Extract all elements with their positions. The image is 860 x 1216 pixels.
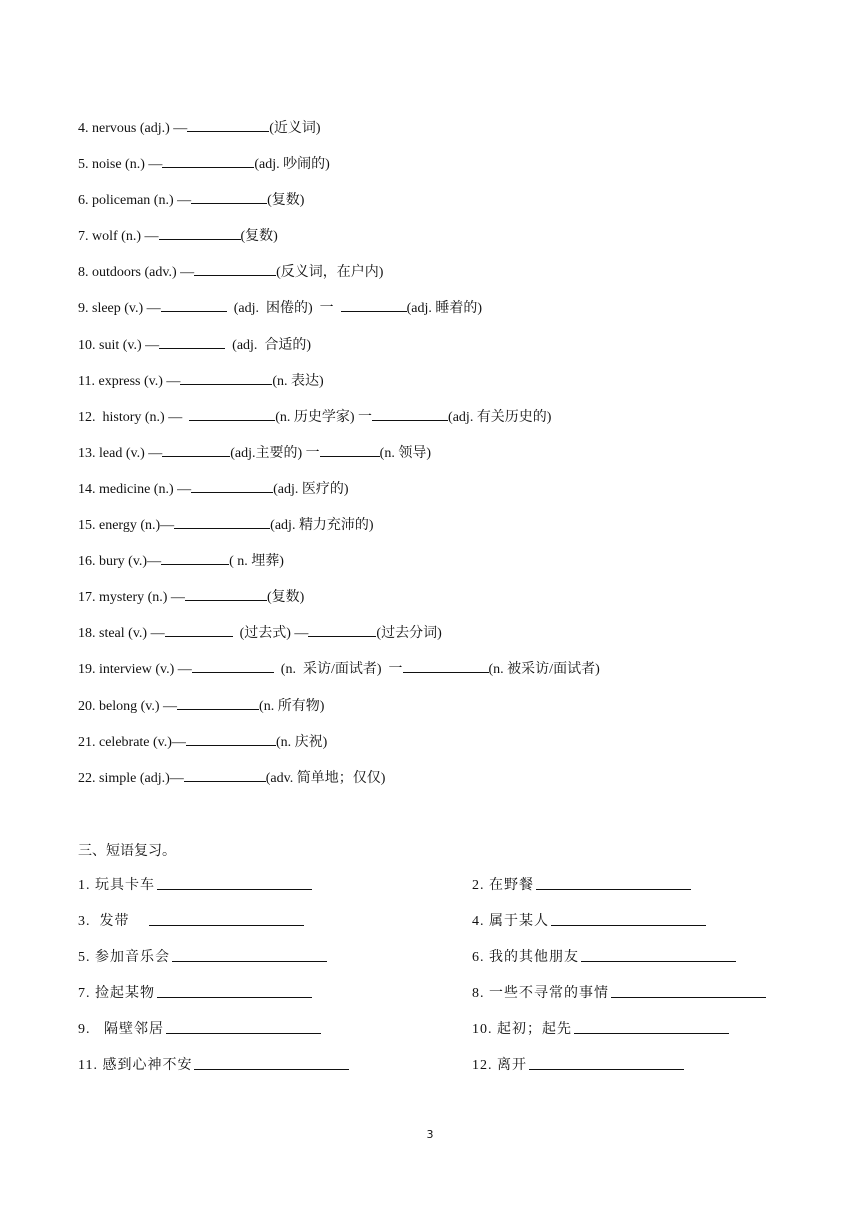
- answer-blank[interactable]: [185, 587, 267, 601]
- vocab-prompt: 4. nervous (adj.) —: [78, 121, 188, 136]
- phrase-prompt: 6. 我的其他朋友: [472, 950, 579, 965]
- phrase-prompt: 5. 参加音乐会: [78, 950, 170, 965]
- answer-blank[interactable]: [159, 335, 225, 349]
- answer-blank[interactable]: [581, 948, 736, 962]
- vocab-item-17: [78, 587, 798, 623]
- vocab-prompt: 10. suit (v.) —: [78, 337, 160, 353]
- vocab-item-5: [78, 154, 798, 190]
- phrase-prompt: 11. 感到心神不安: [78, 1058, 193, 1073]
- vocab-prompt: 19. interview (v.) —: [78, 662, 192, 678]
- vocab-prompt: 6. policeman (n.) —: [78, 193, 192, 209]
- vocab-prompt: 17. mystery (n.) —: [78, 590, 185, 606]
- answer-blank[interactable]: [536, 876, 691, 890]
- phrase-prompt: 9. 隔壁邻居: [78, 1022, 164, 1037]
- vocab-hint: (n. 庆祝): [275, 734, 328, 750]
- answer-blank[interactable]: [161, 551, 229, 565]
- answer-blank[interactable]: [157, 984, 312, 998]
- vocab-hint: (n. 表达): [272, 373, 324, 389]
- vocab-hint: (近义词): [269, 121, 321, 136]
- vocab-hint: (adj. 有关历史的): [448, 409, 552, 425]
- vocab-prompt: 15. energy (n.)—: [78, 518, 175, 534]
- vocab-item-15: [78, 515, 798, 551]
- vocab-hint: (adj. 睡着的): [406, 301, 483, 317]
- phrase-item: [78, 982, 312, 1002]
- vocab-prompt: 5. noise (n.) —: [78, 157, 163, 173]
- vocab-item-20: [78, 696, 798, 732]
- vocab-hint: (n. 历史学家) 一: [275, 409, 373, 425]
- vocab-prompt: 11. express (v.) —: [78, 373, 181, 389]
- phrase-prompt: 1. 玩具卡车: [78, 878, 155, 893]
- vocab-prompt: 14. medicine (n.) —: [78, 481, 192, 497]
- vocab-list: [78, 118, 798, 804]
- phrase-prompt: 4. 属于某人: [472, 914, 549, 929]
- answer-blank[interactable]: [165, 623, 233, 637]
- answer-blank[interactable]: [180, 371, 272, 385]
- phrase-item: [472, 1018, 729, 1038]
- vocab-item-6: [78, 190, 798, 226]
- answer-blank[interactable]: [187, 118, 269, 132]
- vocab-prompt: 8. outdoors (adv.) —: [78, 265, 195, 281]
- vocab-hint: (n. 领导): [379, 445, 431, 461]
- vocab-item-8: [78, 262, 798, 298]
- vocab-prompt: 7. wolf (n.) —: [78, 229, 159, 245]
- vocab-item-13: [78, 443, 798, 479]
- phrase-row: [78, 942, 798, 978]
- answer-blank[interactable]: [341, 298, 407, 312]
- vocab-hint: (n. 采访/面试者) 一: [273, 662, 403, 678]
- answer-blank[interactable]: [403, 659, 489, 673]
- vocab-hint: (adj. 困倦的) 一: [226, 301, 341, 317]
- answer-blank[interactable]: [186, 732, 276, 746]
- answer-blank[interactable]: [192, 659, 274, 673]
- phrase-item: [472, 910, 706, 930]
- answer-blank[interactable]: [184, 768, 266, 782]
- phrase-row: [78, 978, 798, 1014]
- vocab-hint: (adv. 简单地；仅仅): [265, 770, 386, 786]
- answer-blank[interactable]: [320, 443, 380, 457]
- vocab-item-19: [78, 659, 798, 695]
- vocab-item-10: [78, 335, 798, 371]
- phrase-item: [472, 982, 766, 1002]
- phrase-prompt: 7. 捡起某物: [78, 986, 155, 1001]
- answer-blank[interactable]: [174, 515, 270, 529]
- phrase-item: [78, 910, 304, 930]
- answer-blank[interactable]: [191, 479, 273, 493]
- phrase-item: [472, 946, 736, 966]
- phrase-prompt: 10. 起初；起先: [472, 1022, 572, 1037]
- vocab-hint: (过去分词): [376, 626, 442, 642]
- vocab-item-18: [78, 623, 798, 659]
- vocab-item-16: [78, 551, 798, 587]
- answer-blank[interactable]: [162, 154, 254, 168]
- vocab-prompt: 20. belong (v.) —: [78, 698, 178, 714]
- vocab-prompt: 13. lead (v.) —: [78, 445, 163, 461]
- answer-blank[interactable]: [194, 1056, 349, 1070]
- answer-blank[interactable]: [157, 876, 312, 890]
- vocab-prompt: 18. steal (v.) —: [78, 626, 165, 642]
- page-number: 3: [426, 1128, 434, 1141]
- vocab-prompt: 9. sleep (v.) —: [78, 301, 161, 317]
- phrase-item: [78, 1054, 349, 1074]
- answer-blank[interactable]: [159, 226, 241, 240]
- answer-blank[interactable]: [574, 1020, 729, 1034]
- vocab-hint: ( n. 埋葬): [229, 554, 284, 570]
- vocab-item-7: [78, 226, 798, 262]
- phrase-item: [78, 946, 327, 966]
- vocab-item-9: [78, 298, 798, 334]
- answer-blank[interactable]: [162, 443, 230, 457]
- vocab-hint: (复数): [266, 590, 305, 606]
- vocab-hint: (反义词，在户内): [276, 265, 384, 281]
- phrase-row: [78, 906, 798, 942]
- answer-blank[interactable]: [149, 912, 304, 926]
- phrase-item: [78, 1018, 321, 1038]
- answer-blank[interactable]: [551, 912, 706, 926]
- answer-blank[interactable]: [194, 262, 276, 276]
- phrase-item: [472, 874, 691, 894]
- answer-blank[interactable]: [172, 948, 327, 962]
- vocab-hint: (adj. 医疗的): [273, 481, 349, 497]
- vocab-item-14: [78, 479, 798, 515]
- vocab-hint: (adj.主要的) 一: [230, 445, 320, 461]
- vocab-prompt: 21. celebrate (v.)—: [78, 734, 186, 750]
- vocab-hint: (adj. 吵闹的): [254, 157, 330, 173]
- vocab-hint: (复数): [240, 229, 278, 245]
- answer-blank[interactable]: [166, 1020, 321, 1034]
- phrase-prompt: 12. 离开: [472, 1058, 527, 1073]
- answer-blank[interactable]: [372, 407, 448, 421]
- answer-blank[interactable]: [177, 696, 259, 710]
- vocab-hint: (复数): [267, 193, 305, 209]
- vocab-hint: (adj. 合适的): [225, 337, 312, 353]
- vocab-item-4: [78, 118, 798, 154]
- phrase-prompt: 2. 在野餐: [472, 878, 534, 893]
- answer-blank[interactable]: [611, 984, 766, 998]
- answer-blank[interactable]: [161, 298, 227, 312]
- vocab-item-12: [78, 407, 798, 443]
- section-title: 三、短语复习。: [78, 844, 176, 859]
- vocab-hint: (过去式) —: [232, 626, 309, 642]
- vocab-prompt: 12. history (n.) —: [78, 409, 190, 425]
- vocab-prompt: 16. bury (v.)—: [78, 554, 162, 570]
- vocab-prompt: 22. simple (adj.)—: [78, 770, 184, 786]
- phrase-item: [472, 1054, 684, 1074]
- phrase-list: [78, 870, 798, 1086]
- vocab-item-22: [78, 768, 798, 804]
- vocab-hint: (n. 所有物): [259, 698, 325, 714]
- vocab-hint: (n. 被采访/面试者): [488, 662, 600, 678]
- vocab-hint: (adj. 精力充沛的): [270, 518, 374, 534]
- answer-blank[interactable]: [191, 190, 267, 204]
- answer-blank[interactable]: [189, 407, 275, 421]
- answer-blank[interactable]: [308, 623, 376, 637]
- phrase-row: [78, 870, 798, 906]
- phrase-item: [78, 874, 312, 894]
- phrase-row: [78, 1014, 798, 1050]
- phrase-prompt: 3. 发带: [78, 914, 139, 929]
- answer-blank[interactable]: [529, 1056, 684, 1070]
- phrase-prompt: 8. 一些不寻常的事情: [472, 986, 609, 1001]
- vocab-item-21: [78, 732, 798, 768]
- vocab-item-11: [78, 371, 798, 407]
- phrase-row: [78, 1050, 798, 1086]
